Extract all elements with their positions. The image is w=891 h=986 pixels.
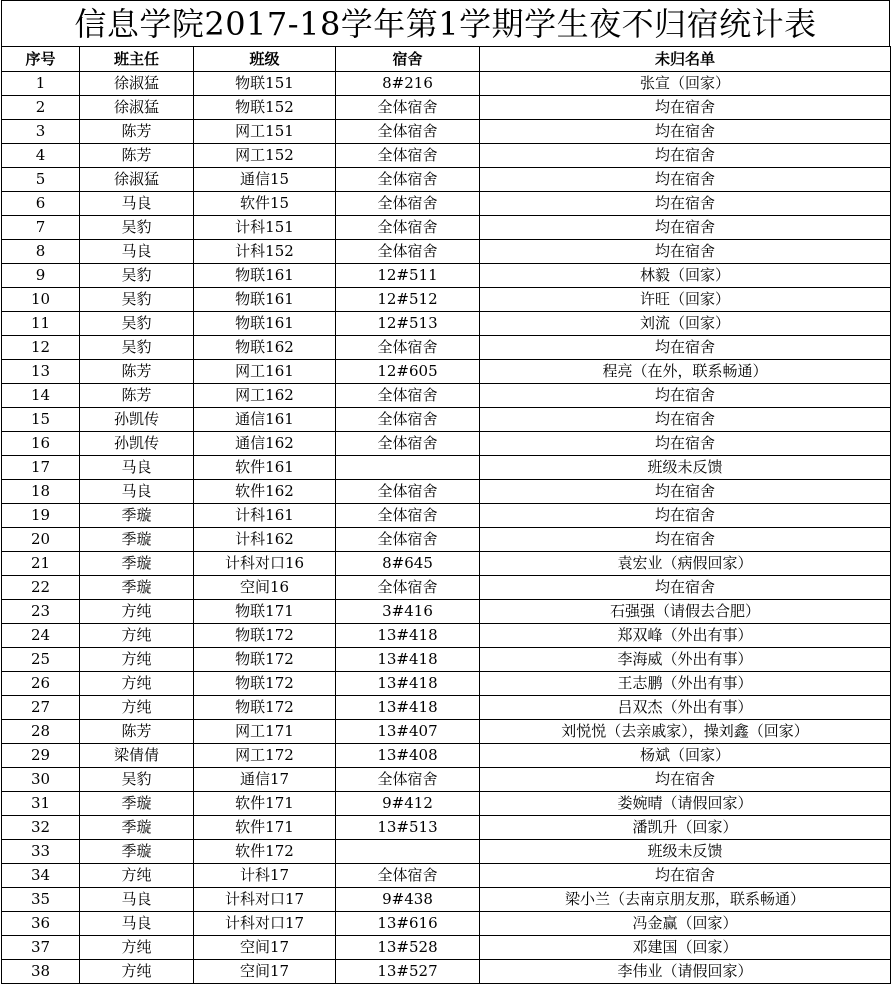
cell-dorm[interactable]: 全体宿舍 — [336, 192, 480, 216]
cell-teacher[interactable]: 马良 — [80, 480, 194, 504]
table-row — [2, 816, 891, 840]
table-row — [2, 288, 891, 312]
cell-dorm[interactable]: 13#528 — [336, 936, 480, 960]
cell-dorm[interactable]: 3#416 — [336, 600, 480, 624]
cell-absent-list[interactable]: 班级未反馈 — [480, 456, 891, 480]
cell-dorm[interactable]: 13#616 — [336, 912, 480, 936]
cell-index[interactable]: 3 — [2, 120, 80, 144]
cell-teacher[interactable]: 季璇 — [80, 504, 194, 528]
cell-teacher[interactable]: 马良 — [80, 192, 194, 216]
cell-absent-list[interactable]: 刘悦悦（去亲戚家），操刘鑫（回家） — [480, 720, 891, 744]
cell-teacher[interactable]: 徐淑猛 — [80, 96, 194, 120]
cell-class[interactable]: 空间17 — [194, 960, 336, 984]
cell-dorm[interactable]: 9#412 — [336, 792, 480, 816]
cell-index[interactable]: 26 — [2, 672, 80, 696]
cell-class[interactable]: 计科151 — [194, 216, 336, 240]
cell-dorm[interactable]: 全体宿舍 — [336, 384, 480, 408]
cell-index[interactable]: 29 — [2, 744, 80, 768]
cell-class[interactable]: 物联172 — [194, 648, 336, 672]
cell-teacher[interactable]: 陈芳 — [80, 360, 194, 384]
table-row — [2, 336, 891, 360]
cell-class[interactable]: 物联172 — [194, 696, 336, 720]
table-row — [2, 864, 891, 888]
cell-absent-list[interactable]: 潘凯升（回家） — [480, 816, 891, 840]
cell-index[interactable]: 25 — [2, 648, 80, 672]
cell-dorm[interactable]: 全体宿舍 — [336, 864, 480, 888]
table-row — [2, 96, 891, 120]
table-row — [2, 456, 891, 480]
cell-dorm[interactable]: 全体宿舍 — [336, 576, 480, 600]
cell-class[interactable]: 软件161 — [194, 456, 336, 480]
cell-class[interactable]: 通信15 — [194, 168, 336, 192]
cell-dorm[interactable]: 13#407 — [336, 720, 480, 744]
cell-dorm[interactable]: 12#605 — [336, 360, 480, 384]
cell-class[interactable]: 网工151 — [194, 120, 336, 144]
cell-teacher[interactable]: 方纯 — [80, 600, 194, 624]
table-row — [2, 144, 891, 168]
cell-teacher[interactable]: 徐淑猛 — [80, 168, 194, 192]
cell-teacher[interactable]: 孙凯传 — [80, 408, 194, 432]
table-row — [2, 264, 891, 288]
cell-dorm[interactable]: 8#645 — [336, 552, 480, 576]
cell-dorm[interactable]: 13#418 — [336, 696, 480, 720]
cell-absent-list[interactable]: 均在宿舍 — [480, 480, 891, 504]
cell-absent-list[interactable]: 梁小兰（去南京朋友那，联系畅通） — [480, 888, 891, 912]
cell-class[interactable]: 网工171 — [194, 720, 336, 744]
cell-index[interactable]: 11 — [2, 312, 80, 336]
cell-class[interactable]: 计科17 — [194, 864, 336, 888]
table-row — [2, 840, 891, 864]
table-row — [2, 696, 891, 720]
cell-absent-list[interactable]: 均在宿舍 — [480, 96, 891, 120]
cell-absent-list[interactable]: 袁宏业（病假回家） — [480, 552, 891, 576]
cell-absent-list[interactable]: 林毅（回家） — [480, 264, 891, 288]
cell-absent-list[interactable]: 均在宿舍 — [480, 864, 891, 888]
cell-teacher[interactable]: 陈芳 — [80, 120, 194, 144]
cell-index[interactable]: 17 — [2, 456, 80, 480]
table-row — [2, 72, 891, 96]
table-row — [2, 576, 891, 600]
cell-class[interactable]: 计科152 — [194, 240, 336, 264]
cell-dorm[interactable]: 8#216 — [336, 72, 480, 96]
header-absent-list[interactable]: 未归名单 — [480, 47, 891, 72]
cell-absent-list[interactable]: 均在宿舍 — [480, 576, 891, 600]
header-row — [2, 47, 891, 72]
cell-index[interactable]: 8 — [2, 240, 80, 264]
stats-table — [1, 46, 891, 984]
cell-class[interactable]: 网工162 — [194, 384, 336, 408]
cell-index[interactable]: 24 — [2, 624, 80, 648]
cell-absent-list[interactable]: 程亮（在外，联系畅通） — [480, 360, 891, 384]
cell-teacher[interactable]: 马良 — [80, 888, 194, 912]
cell-index[interactable]: 16 — [2, 432, 80, 456]
cell-class[interactable]: 物联161 — [194, 288, 336, 312]
table-row — [2, 504, 891, 528]
cell-index[interactable]: 15 — [2, 408, 80, 432]
cell-index[interactable]: 34 — [2, 864, 80, 888]
table-row — [2, 384, 891, 408]
table-row — [2, 192, 891, 216]
cell-absent-list[interactable]: 许旺（回家） — [480, 288, 891, 312]
cell-absent-list[interactable]: 均在宿舍 — [480, 432, 891, 456]
cell-dorm[interactable]: 全体宿舍 — [336, 528, 480, 552]
cell-index[interactable]: 9 — [2, 264, 80, 288]
cell-index[interactable]: 27 — [2, 696, 80, 720]
cell-class[interactable]: 软件171 — [194, 816, 336, 840]
cell-teacher[interactable]: 吴豹 — [80, 768, 194, 792]
cell-class[interactable]: 物联162 — [194, 336, 336, 360]
cell-index[interactable]: 37 — [2, 936, 80, 960]
cell-dorm[interactable]: 13#513 — [336, 816, 480, 840]
cell-index[interactable]: 30 — [2, 768, 80, 792]
cell-index[interactable]: 21 — [2, 552, 80, 576]
cell-index[interactable]: 19 — [2, 504, 80, 528]
table-row — [2, 792, 891, 816]
cell-absent-list[interactable]: 张宣（回家） — [480, 72, 891, 96]
cell-teacher[interactable]: 方纯 — [80, 624, 194, 648]
table-row — [2, 720, 891, 744]
cell-index[interactable]: 7 — [2, 216, 80, 240]
cell-absent-list[interactable]: 娄婉晴（请假回家） — [480, 792, 891, 816]
cell-index[interactable]: 23 — [2, 600, 80, 624]
cell-class[interactable]: 软件162 — [194, 480, 336, 504]
cell-dorm[interactable]: 全体宿舍 — [336, 408, 480, 432]
cell-absent-list[interactable]: 班级未反馈 — [480, 840, 891, 864]
cell-class[interactable]: 软件171 — [194, 792, 336, 816]
cell-teacher[interactable]: 陈芳 — [80, 720, 194, 744]
cell-teacher[interactable]: 徐淑猛 — [80, 72, 194, 96]
cell-absent-list[interactable]: 杨斌（回家） — [480, 744, 891, 768]
table-row — [2, 912, 891, 936]
cell-absent-list[interactable]: 均在宿舍 — [480, 336, 891, 360]
cell-absent-list[interactable]: 均在宿舍 — [480, 168, 891, 192]
cell-index[interactable]: 14 — [2, 384, 80, 408]
cell-teacher[interactable]: 孙凯传 — [80, 432, 194, 456]
cell-absent-list[interactable]: 石强强（请假去合肥） — [480, 600, 891, 624]
cell-dorm[interactable]: 13#418 — [336, 624, 480, 648]
cell-class[interactable]: 计科对口17 — [194, 888, 336, 912]
table-row — [2, 216, 891, 240]
header-class[interactable]: 班级 — [194, 47, 336, 72]
cell-dorm[interactable]: 12#511 — [336, 264, 480, 288]
cell-teacher[interactable]: 季璇 — [80, 552, 194, 576]
cell-index[interactable]: 12 — [2, 336, 80, 360]
table-row — [2, 552, 891, 576]
cell-dorm[interactable]: 12#512 — [336, 288, 480, 312]
cell-teacher[interactable]: 季璇 — [80, 816, 194, 840]
cell-class[interactable]: 物联171 — [194, 600, 336, 624]
cell-index[interactable]: 38 — [2, 960, 80, 984]
cell-dorm[interactable]: 13#527 — [336, 960, 480, 984]
cell-dorm[interactable]: 全体宿舍 — [336, 480, 480, 504]
table-row — [2, 624, 891, 648]
cell-index[interactable]: 5 — [2, 168, 80, 192]
cell-index[interactable]: 35 — [2, 888, 80, 912]
cell-absent-list[interactable]: 均在宿舍 — [480, 216, 891, 240]
cell-index[interactable]: 32 — [2, 816, 80, 840]
cell-teacher[interactable]: 方纯 — [80, 936, 194, 960]
cell-class[interactable]: 通信17 — [194, 768, 336, 792]
cell-absent-list[interactable]: 郑双峰（外出有事） — [480, 624, 891, 648]
cell-dorm[interactable] — [336, 456, 480, 480]
table-body — [2, 72, 891, 984]
header-teacher[interactable]: 班主任 — [80, 47, 194, 72]
cell-dorm[interactable]: 13#418 — [336, 672, 480, 696]
cell-class[interactable]: 物联161 — [194, 264, 336, 288]
cell-index[interactable]: 6 — [2, 192, 80, 216]
cell-teacher[interactable]: 季璇 — [80, 576, 194, 600]
cell-index[interactable]: 33 — [2, 840, 80, 864]
cell-teacher[interactable]: 吴豹 — [80, 336, 194, 360]
cell-absent-list[interactable]: 均在宿舍 — [480, 528, 891, 552]
cell-dorm[interactable]: 全体宿舍 — [336, 168, 480, 192]
header-index[interactable]: 序号 — [2, 47, 80, 72]
cell-absent-list[interactable]: 均在宿舍 — [480, 384, 891, 408]
cell-absent-list[interactable]: 吕双杰（外出有事） — [480, 696, 891, 720]
cell-absent-list[interactable]: 邓建国（回家） — [480, 936, 891, 960]
cell-absent-list[interactable]: 均在宿舍 — [480, 504, 891, 528]
table-row — [2, 120, 891, 144]
table-row — [2, 360, 891, 384]
cell-dorm[interactable]: 全体宿舍 — [336, 96, 480, 120]
cell-index[interactable]: 22 — [2, 576, 80, 600]
cell-teacher[interactable]: 方纯 — [80, 672, 194, 696]
table-row — [2, 168, 891, 192]
cell-class[interactable]: 软件172 — [194, 840, 336, 864]
cell-index[interactable]: 18 — [2, 480, 80, 504]
cell-dorm[interactable]: 全体宿舍 — [336, 240, 480, 264]
cell-class[interactable]: 计科162 — [194, 528, 336, 552]
cell-teacher[interactable]: 季璇 — [80, 840, 194, 864]
cell-dorm[interactable]: 全体宿舍 — [336, 432, 480, 456]
cell-teacher[interactable]: 吴豹 — [80, 264, 194, 288]
cell-teacher[interactable]: 吴豹 — [80, 216, 194, 240]
table-row — [2, 960, 891, 984]
table-row — [2, 408, 891, 432]
cell-class[interactable]: 空间16 — [194, 576, 336, 600]
cell-absent-list[interactable]: 王志鹏（外出有事） — [480, 672, 891, 696]
table-row — [2, 768, 891, 792]
cell-teacher[interactable]: 吴豹 — [80, 288, 194, 312]
cell-teacher[interactable]: 季璇 — [80, 528, 194, 552]
cell-dorm[interactable]: 全体宿舍 — [336, 120, 480, 144]
cell-dorm[interactable]: 全体宿舍 — [336, 336, 480, 360]
table-row — [2, 240, 891, 264]
cell-dorm[interactable]: 13#408 — [336, 744, 480, 768]
cell-teacher[interactable]: 陈芳 — [80, 144, 194, 168]
cell-teacher[interactable]: 马良 — [80, 240, 194, 264]
table-row — [2, 528, 891, 552]
cell-index[interactable]: 10 — [2, 288, 80, 312]
sheet-title: 信息学院2017-18学年第1学期学生夜不归宿统计表 — [1, 0, 890, 46]
cell-class[interactable]: 通信161 — [194, 408, 336, 432]
cell-dorm[interactable] — [336, 840, 480, 864]
cell-teacher[interactable]: 季璇 — [80, 792, 194, 816]
cell-absent-list[interactable]: 李海威（外出有事） — [480, 648, 891, 672]
table-row — [2, 312, 891, 336]
cell-teacher[interactable]: 方纯 — [80, 648, 194, 672]
cell-teacher[interactable]: 方纯 — [80, 960, 194, 984]
cell-dorm[interactable]: 全体宿舍 — [336, 768, 480, 792]
cell-class[interactable]: 网工172 — [194, 744, 336, 768]
cell-absent-list[interactable]: 均在宿舍 — [480, 240, 891, 264]
cell-index[interactable]: 31 — [2, 792, 80, 816]
spreadsheet — [1, 0, 890, 984]
cell-dorm[interactable]: 全体宿舍 — [336, 504, 480, 528]
cell-class[interactable]: 计科对口16 — [194, 552, 336, 576]
table-row — [2, 480, 891, 504]
cell-absent-list[interactable]: 均在宿舍 — [480, 408, 891, 432]
cell-absent-list[interactable]: 李伟业（请假回家） — [480, 960, 891, 984]
cell-dorm[interactable]: 13#418 — [336, 648, 480, 672]
cell-class[interactable]: 计科对口17 — [194, 912, 336, 936]
cell-dorm[interactable]: 全体宿舍 — [336, 144, 480, 168]
table-row — [2, 744, 891, 768]
table-row — [2, 672, 891, 696]
cell-class[interactable]: 物联161 — [194, 312, 336, 336]
cell-absent-list[interactable]: 均在宿舍 — [480, 768, 891, 792]
cell-dorm[interactable]: 12#513 — [336, 312, 480, 336]
cell-class[interactable]: 物联172 — [194, 672, 336, 696]
cell-index[interactable]: 1 — [2, 72, 80, 96]
cell-index[interactable]: 36 — [2, 912, 80, 936]
cell-absent-list[interactable]: 刘流（回家） — [480, 312, 891, 336]
cell-absent-list[interactable]: 冯金赢（回家） — [480, 912, 891, 936]
cell-absent-list[interactable]: 均在宿舍 — [480, 120, 891, 144]
cell-index[interactable]: 20 — [2, 528, 80, 552]
cell-class[interactable]: 网工161 — [194, 360, 336, 384]
header-dorm[interactable]: 宿舍 — [336, 47, 480, 72]
cell-dorm[interactable]: 全体宿舍 — [336, 216, 480, 240]
table-row — [2, 888, 891, 912]
cell-index[interactable]: 4 — [2, 144, 80, 168]
cell-class[interactable]: 网工152 — [194, 144, 336, 168]
cell-teacher[interactable]: 方纯 — [80, 696, 194, 720]
cell-absent-list[interactable]: 均在宿舍 — [480, 144, 891, 168]
cell-class[interactable]: 物联151 — [194, 72, 336, 96]
cell-dorm[interactable]: 9#438 — [336, 888, 480, 912]
table-row — [2, 600, 891, 624]
cell-absent-list[interactable]: 均在宿舍 — [480, 192, 891, 216]
cell-class[interactable]: 软件15 — [194, 192, 336, 216]
cell-teacher[interactable]: 马良 — [80, 912, 194, 936]
cell-index[interactable]: 2 — [2, 96, 80, 120]
cell-class[interactable]: 物联172 — [194, 624, 336, 648]
cell-class[interactable]: 物联152 — [194, 96, 336, 120]
cell-class[interactable]: 空间17 — [194, 936, 336, 960]
table-row — [2, 936, 891, 960]
table-row — [2, 648, 891, 672]
cell-index[interactable]: 28 — [2, 720, 80, 744]
cell-teacher[interactable]: 吴豹 — [80, 312, 194, 336]
cell-teacher[interactable]: 方纯 — [80, 864, 194, 888]
cell-class[interactable]: 计科161 — [194, 504, 336, 528]
table-row — [2, 432, 891, 456]
cell-teacher[interactable]: 马良 — [80, 456, 194, 480]
cell-class[interactable]: 通信162 — [194, 432, 336, 456]
cell-teacher[interactable]: 梁倩倩 — [80, 744, 194, 768]
cell-index[interactable]: 13 — [2, 360, 80, 384]
cell-teacher[interactable]: 陈芳 — [80, 384, 194, 408]
